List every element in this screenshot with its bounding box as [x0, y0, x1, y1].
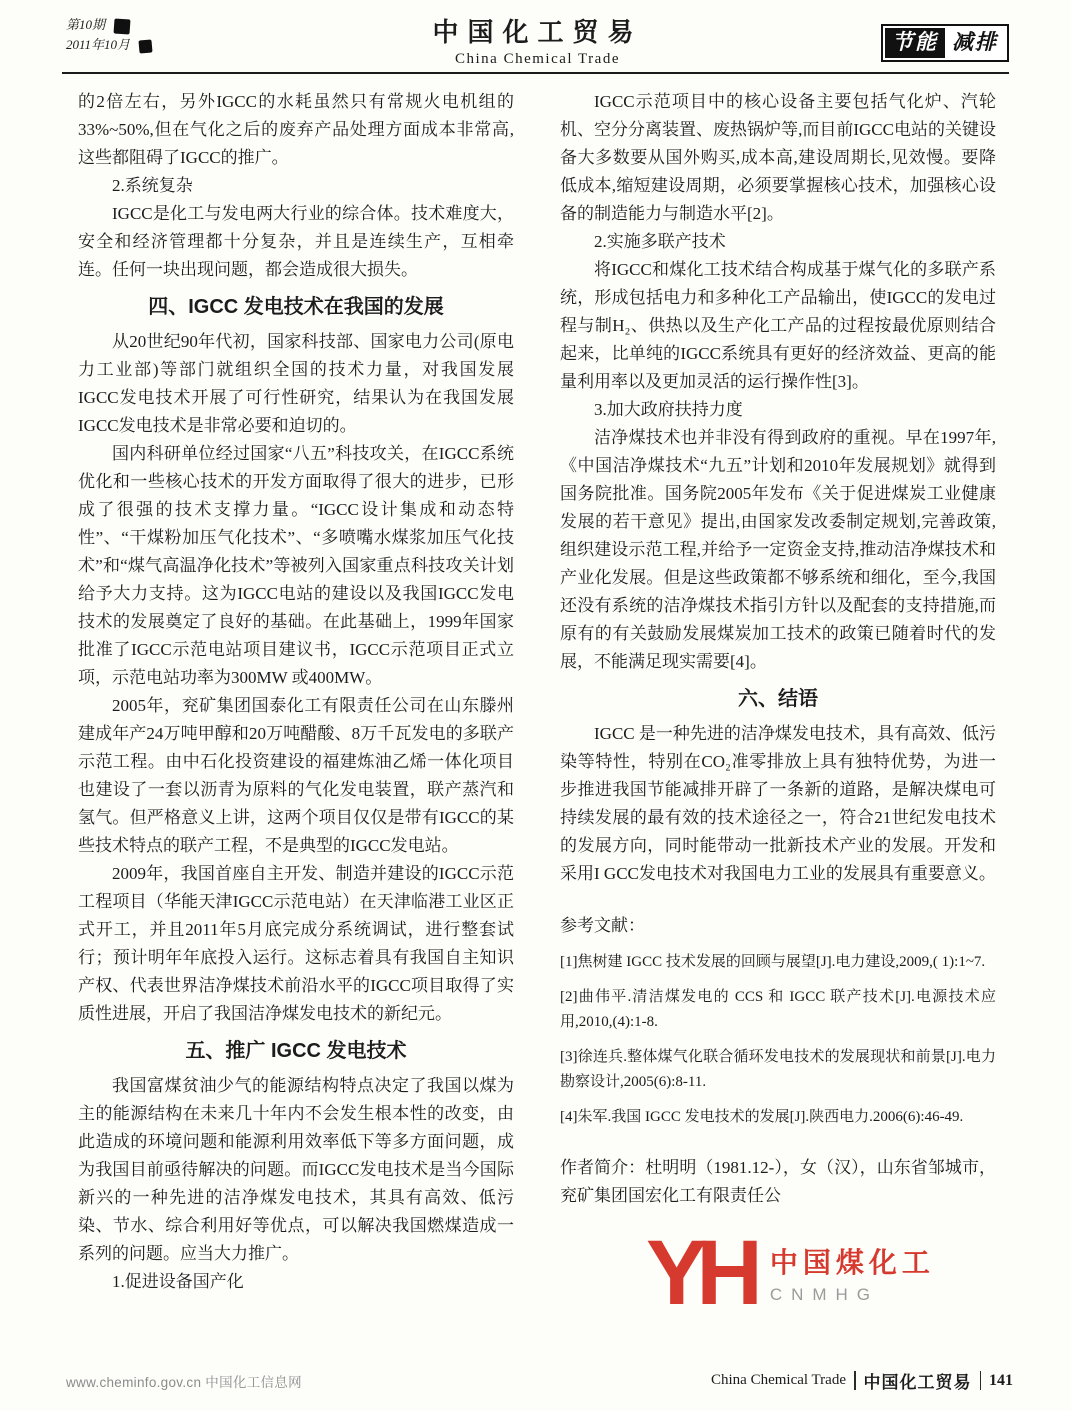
issue-number: 第10期	[66, 17, 106, 32]
paragraph: 将IGCC和煤化工技术结合构成基于煤气化的多联产系统，形成包括电力和多种化工产品输出，使IGCC的发电过程与制H₂、供热以及生产化工产品的过程按最优原则结合起来，比单纯的IGCC系统具有更好的经济效益、更高的能量利用率以及更加灵活的运行操作性[3]。	[560, 260, 996, 391]
footer-journal-info	[711, 1368, 1013, 1393]
issue-date: 2011年10月	[66, 37, 131, 52]
article-body	[78, 88, 996, 1296]
left-column	[78, 88, 514, 1296]
author-bio: 作者简介：杜明明（1981.12-），女（汉），山东省邹城市，兖矿集团国宏化工有限责任公	[560, 1158, 996, 1205]
reference-item: [3]徐连兵.整体煤气化联合循环发电技术的发展现状和前景[J].电力勘察设计,2005(6):8-11.	[560, 1049, 996, 1090]
paragraph: 国内科研单位经过国家“八五”科技攻关，在IGCC系统优化和一些核心技术的开发方面取得了很大的进步，已形成了很强的技术支撑力量。“IGCC设计集成和动态特性”、“干煤粉加压气化技术”、“多喷嘴水煤浆加压气化技术”和“煤气高温净化技术”等被列入国家重点科技攻关计划给予大力支持。这为IGCC电站的建设以及我国IGCC发电技术的发展奠定了良好的基础。在此基础上，1999年国家批准了IGCC示范电站项目建议书，IGCC示范项目正式立项，示范电站功率为300MW 或400MW。	[78, 444, 514, 687]
yh-logo-icon: YH	[646, 1222, 752, 1324]
paragraph: 2005年，兖矿集团国泰化工有限责任公司在山东滕州建成年产24万吨甲醇和20万吨醋酸、8万千瓦发电的多联产示范工程。由中石化投资建设的福建炼油乙烯一体化项目也建设了一套以沥青为原料的气化发电装置，联产蒸汽和氢气。但严格意义上讲，这两个项目仅仅是带有IGCC的某些技术特点的联产工程，不是典型的IGCC发电站。	[78, 696, 514, 855]
logo-name-zh: 中国煤化工	[769, 1247, 935, 1278]
paragraph: IGCC是化工与发电两大行业的综合体。技术难度大，安全和经济管理都十分复杂，并且是连续生产，互相牵连。任何一块出现问题，都会造成很大损失。	[78, 204, 514, 279]
journal-title-zh: 中国化工贸易	[432, 18, 643, 47]
paragraph: 洁净煤技术也并非没有得到政府的重视。早在1997年,《中国洁净煤技术“九五”计划和2010年发展规划》就得到国务院批准。国务院2005年发布《关于促进煤炭工业健康发展的若干意见》提出,由国家发改委制定规划,完善政策,组织建设示范工程,并给予一定资金支持,推动洁净煤技术和产业化发展。但是这些政策都不够系统和细化，至今,我国还没有系统的洁净煤技术指引方针以及配套的支持措施,而原有的有关鼓励发展煤炭加工技术的政策已随着时代的发展，不能满足现实需要[4]。	[560, 428, 996, 671]
paragraph: 2009年，我国首座自主开发、制造并建设的IGCC示范工程项目（华能天津IGCC示范电站）在天津临港工业区正式开工，并且2011年5月底完成分系统调试，进行整套试行；预计明年年底投入运行。这标志着具有我国自主知识产权、代表世界洁净煤技术前沿水平的IGCC项目取得了实质性进展，开启了我国洁净煤发电技术的新纪元。	[78, 864, 514, 1023]
page-footer	[66, 1368, 1013, 1393]
subsection-heading: 3.加大政府扶持力度	[594, 400, 743, 419]
page-header	[66, 12, 1009, 66]
logo-wordmark	[770, 1241, 935, 1305]
footer-website: www.cheminfo.gov.cn 中国化工信息网	[66, 1374, 302, 1390]
section-heading: 四、IGCC 发电技术在我国的发展	[148, 296, 444, 318]
paragraph: IGCC示范项目中的核心设备主要包括气化炉、汽轮机、空分分离装置、废热锅炉等,而目前IGCC电站的关键设备大多数要从国外购买,成本高,建设周期长,见效慢。要降低成本,缩短建设周期，必须要掌握核心技术，加强核心设备的制造能力与制造水平[2]。	[560, 92, 996, 223]
footer-journal-en: China Chemical Trade	[711, 1372, 846, 1388]
paragraph-continuation: 的2倍左右，另外IGCC的水耗虽然只有常规火电机组的33%~50%,但在气化之后的废弃产品处理方面成本非常高,这些都阻碍了IGCC的推广。	[78, 92, 514, 167]
header-divider	[62, 72, 1009, 74]
footer-divider-bar	[980, 1371, 982, 1390]
logo-name-en: CNMHG	[769, 1285, 880, 1304]
right-column	[560, 88, 996, 1296]
section-badge	[881, 24, 1009, 62]
section-heading: 五、推广 IGCC 发电技术	[185, 1040, 407, 1062]
cnmhg-logo	[646, 1222, 1000, 1324]
subsection-heading: 2.系统复杂	[112, 176, 193, 195]
reference-item: [2]曲伟平.清洁煤发电的 CCS 和 IGCC 联产技术[J].电源技术应用,2010,(4):1-8.	[560, 989, 996, 1030]
journal-masthead	[66, 12, 1009, 68]
journal-title-en: China Chemical Trade	[455, 51, 620, 67]
badge-text-right: 减排	[952, 31, 998, 54]
reference-item: [1]焦树建 IGCC 技术发展的回顾与展望[J].电力建设,2009,( 1):1~7.	[560, 954, 986, 970]
paragraph: IGCC 是一种先进的洁净煤发电技术，具有高效、低污染等特性，特别在CO₂准零排放上具有独特优势，为进一步推进我国节能减排开辟了一条新的道路，是解决煤电可持续发展的最有效的技术途径之一，符合21世纪发电技术的发展方向，同时能带动一批新技术产业的发展。开发和采用I GCC发电技术对我国电力工业的发展具有重要意义。	[560, 724, 996, 883]
page-number: 141	[989, 1371, 1013, 1389]
subsection-heading: 1.促进设备国产化	[112, 1272, 244, 1291]
subsection-heading: 2.实施多联产技术	[594, 232, 726, 251]
footer-journal-zh: 中国化工贸易	[863, 1373, 972, 1392]
paragraph: 我国富煤贫油少气的能源结构特点决定了我国以煤为主的能源结构在未来几十年内不会发生根本性的改变，由此造成的环境问题和能源利用效率低下等多方面问题，成为我国目前亟待解决的问题。而IGCC发电技术是当今国际新兴的一种先进的洁净煤发电技术，其具有高效、低污染、节水、综合利用好等优点，可以解决我国燃煤造成一系列的问题。应当大力推广。	[78, 1076, 514, 1263]
paragraph: 从20世纪90年代初，国家科技部、国家电力公司(原电力工业部)等部门就组织全国的技术力量，对我国发展IGCC发电技术开展了可行性研究，结果认为在我国发展IGCC发电技术是非常必要和迫切的。	[78, 332, 514, 435]
badge-text-left: 节能	[885, 28, 945, 58]
footer-divider-bar	[854, 1371, 856, 1390]
references-label: 参考文献：	[560, 916, 645, 935]
section-heading: 六、结语	[738, 688, 818, 710]
reference-item: [4]朱军.我国 IGCC 发电技术的发展[J].陕西电力.2006(6):46-49.	[560, 1109, 964, 1125]
